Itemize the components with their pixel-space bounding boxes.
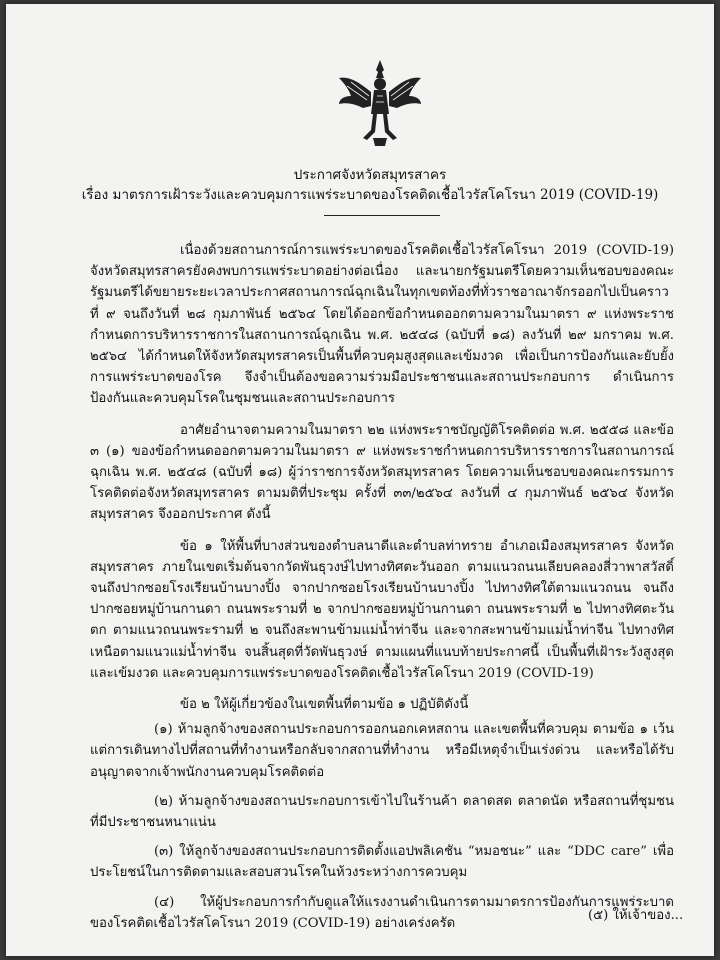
paragraph-clause-2: ข้อ ๒ ให้ผู้เกี่ยวข้องในเขตพื้นที่ตามข้อ ๑ ปฏิบัติดังนี้ — [180, 697, 469, 713]
clause-item-3: (๓) ให้ลูกจ้างของสถานประกอบการติดตั้งแอปพลิเคชัน “หมอชนะ” และ “DDC care” เพื่อประโยชน์ในการติดตามและสอบสวนโรคในห้วงระหว่างการควบคุม — [90, 844, 674, 881]
clause-item-2: (๒) ห้ามลูกจ้างของสถานประกอบการเข้าไปในร้านค้า ตลาดสด ตลาดนัด หรือสถานที่ชุมชนที่มีประชาชนหนาแน่น — [90, 793, 674, 831]
page-continuation: (๕) ให้เจ้าของ... — [588, 908, 684, 923]
garuda-emblem-icon — [337, 56, 423, 148]
paragraph-clause-1: ข้อ ๑ ให้พื้นที่บางส่วนของตำบลนาดีและตำบลท่าทราย อำเภอเมืองสมุทรสาคร จังหวัดสมุทรสาคร ภายในเขตเริ่มต้นจากวัดพันธุวงษ์ไปทางทิศตะวันออก ตามแนวถนนเลียบคลองสี่วาพาสวัสดิ์ จนถึงปากซอยโรงเรียนบ้านบางปิ้ง จากปากซอยโรงเรียนบ้านบางปิ้ง ไปทางทิศใต้ตามแนวถนน จนถึงปากซอยหมู่บ้านกานดา ถนนพระรามที่ ๒ จากปากซอยหมู่บ้านกานดา ถนนพระรามที่ ๒ ไปทางทิศตะวันตก ตามแนวถนนพระรามที่ ๒ จนถึงสะพานข้ามแม่น้ำท่าจีน และจากสะพานข้ามแม่น้ำท่าจีน ไปทางทิศเหนือตามแนวแม่น้ำท่าจีน จนสิ้นสุดที่วัดพันธุวงษ์ ตามแผนที่แนบท้ายประกาศนี้ เป็นพื้นที่เฝ้าระวังสูงสุดและเข้มงวด และควบคุมการแพร่ระบาดของโรคติดเชื้อไวรัสโคโรนา 2019 (COVID-19) — [90, 538, 674, 681]
clause-item-1: (๑) ห้ามลูกจ้างของสถานประกอบการออกนอกเคหสถาน และเขตพื้นที่ควบคุม ตามข้อ ๑ เว้นแต่การเดินทางไปที่สถานที่ทำงานหรือกลับจากสถานที่ทำงาน หรือมีเหตุจำเป็นเร่งด่วน และหรือได้รับอนุญาตจากเจ้าพนักงานควบคุมโรคติดต่อ — [90, 722, 674, 780]
document-body — [90, 240, 674, 942]
header-divider — [324, 215, 440, 216]
paragraph-authority: อาศัยอำนาจตามความในมาตรา ๒๒ แห่งพระราชบัญญัติโรคติดต่อ พ.ศ. ๒๕๕๘ และข้อ ๓ (๑) ของข้อกำหนดออกตามความในมาตรา ๙ แห่งพระราชกำหนดการบริหารราชการในสถานการณ์ฉุกเฉิน พ.ศ. ๒๕๔๘ (ฉบับที่ ๑๘) ผู้ว่าราชการจังหวัดสมุทรสาคร โดยความเห็นชอบของคณะกรรมการโรคติดต่อจังหวัดสมุทรสาคร ตามมติที่ประชุม ครั้งที่ ๓๓/๒๕๖๔ ลงวันที่ ๔ กุมภาพันธ์ ๒๕๖๔ จังหวัดสมุทรสาคร จึงออกประกาศ ดังนี้ — [90, 422, 674, 523]
announcement-subject: เรื่อง มาตรการเฝ้าระวังและควบคุมการแพร่ระบาดของโรคติดเชื้อไวรัสโคโรนา 2019 (COVID-19) — [81, 187, 659, 203]
paragraph-intro: เนื่องด้วยสถานการณ์การแพร่ระบาดของโรคติดเชื้อไวรัสโคโรนา 2019 (COVID-19) จังหวัดสมุทรสาครยังคงพบการแพร่ระบาดอย่างต่อเนื่อง และนายกรัฐมนตรีโดยความเห็นชอบของคณะรัฐมนตรีได้ขยายระยะเวลาประกาศสถานการณ์ฉุกเฉินในทุกเขตท้องที่ทั่วราชอาณาจักรออกไปเป็นคราวที่ ๙ จนถึงวันที่ ๒๘ กุมภาพันธ์ ๒๕๖๔ โดยได้ออกข้อกำหนดออกตามความในมาตรา ๙ แห่งพระราชกำหนดการบริหารราชการในสถานการณ์ฉุกเฉิน พ.ศ. ๒๕๔๘ (ฉบับที่ ๑๘) ลงวันที่ ๒๙ มกราคม พ.ศ. ๒๕๖๔ ได้กำหนดให้จังหวัดสมุทรสาครเป็นพื้นที่ควบคุมสูงสุดและเข้มงวด เพื่อเป็นการป้องกันและยับยั้งการแพร่ระบาดของโรค จึงจำเป็นต้องขอความร่วมมือประชาชนและสถานประกอบการ ดำเนินการป้องกันและควบคุมโรคในชุมชนและสถานประกอบการ — [90, 243, 674, 407]
document-page — [6, 4, 714, 956]
announcement-title: ประกาศจังหวัดสมุทรสาคร — [293, 167, 447, 183]
clause-item-4: (๔) ให้ผู้ประกอบการกำกับดูแลให้แรงงานดำเนินการตามมาตรการป้องกันการแพร่ระบาดของโรคติดเชื้อไวรัสโคโรนา 2019 (COVID-19) อย่างเคร่งครัด — [90, 894, 674, 931]
